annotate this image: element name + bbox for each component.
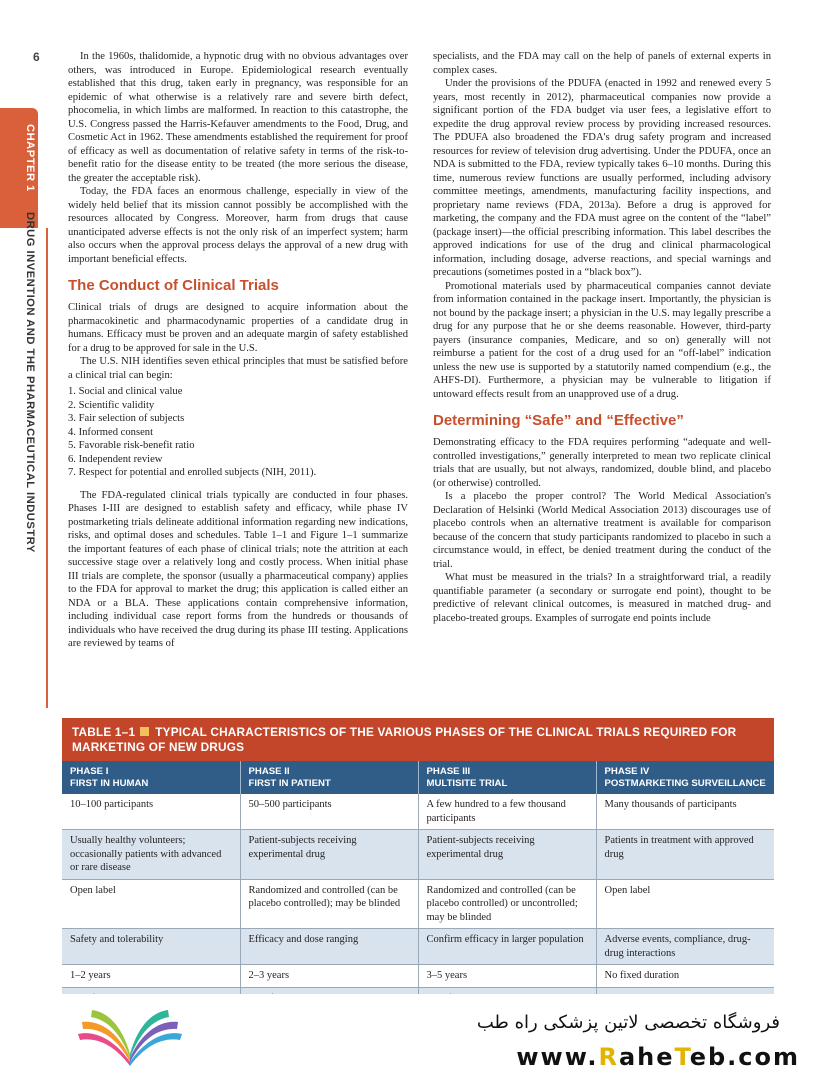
principles-list <box>68 385 408 480</box>
table-row <box>62 965 774 988</box>
table-cell: Efficacy and dose ranging <box>240 929 418 965</box>
table-header-cell: PHASE I FIRST IN HUMAN <box>62 761 240 794</box>
table-title <box>62 718 774 761</box>
table-label: TABLE 1–1 <box>72 725 136 739</box>
table-cell: Confirm efficacy in larger population <box>418 929 596 965</box>
table-cell: 10–100 participants <box>62 794 240 830</box>
table-cell: Many thousands of participants <box>596 794 774 830</box>
paragraph: In the 1960s, thalidomide, a hypnotic drug with no obvious advantages over others, was introduced in Europe. Epidemiological research eventually established that this drug, taken early in pregnancy, was responsible for an epidemic of what otherwise is a relatively rare and severe birth defect, phocomelia, in which limbs are malformed. In reaction to this catastrophe, the U.S. Congress passed the Harris-Kefauver amendments to the Food, Drug, and Cosmetic Act in 1962. These amendments established the requirement for proof of efficacy as well as documentation of relative safety in terms of the risk-to-benefit ratio for the disease entity to be treated (the more serious the disease, the greater the acceptable risk). <box>68 51 408 184</box>
table-row <box>62 879 774 929</box>
list-item: 1. Social and clinical value <box>68 386 183 397</box>
page-number: 6 <box>33 50 40 64</box>
section-heading: Determining “Safe” and “Effective” <box>433 412 684 429</box>
table-body <box>62 761 774 1010</box>
paragraph: specialists, and the FDA may call on the help of panels of external experts in complex cases. <box>433 51 771 76</box>
table-row <box>62 830 774 880</box>
paragraph: Promotional materials used by pharmaceutical companies cannot deviate from information contained in the package insert. Importantly, the physician is not bound by the package insert; a physician in the U.S. may legally prescribe a drug for any purpose that he or she deems reasonable. However, third-party payers (insurance companies, Medicare, and so on) generally will not reimburse a patient for the cost of a drug used for an “off-label” indication unless the new use is supported by a statutorily named compendium (e.g., the AHFS-DI). Furthermore, a physician may be vulnerable to litigation if untoward effects result from an unapproved use of a drug. <box>433 280 771 400</box>
chapter-title: DRUG INVENTION AND THE PHARMACEUTICAL INDUSTRY <box>24 211 36 553</box>
table-cell: Safety and tolerability <box>62 929 240 965</box>
table-caption: TYPICAL CHARACTERISTICS OF THE VARIOUS PHASES OF THE CLINICAL TRIALS REQUIRED FOR MARKETING OF NEW DRUGS <box>72 725 737 754</box>
list-item: 5. Favorable risk-benefit ratio <box>68 440 195 451</box>
paragraph: Demonstrating efficacy to the FDA requires performing “adequate and well-controlled investigations,” generally interpreted to mean two replicate clinical trials that are usually, but not always, randomized, double blind, and placebo (or otherwise) controlled. <box>433 437 771 489</box>
table-cell: Patients in treatment with approved drug <box>596 830 774 880</box>
watermark-url: www.RaheTeb.com <box>516 1043 800 1071</box>
book-logo-icon <box>70 1000 190 1075</box>
paragraph: Today, the FDA faces an enormous challenge, especially in view of the widely held belief that its mission cannot possibly be accomplished with the resources allocated by Congress. Moreover, harm from drugs that cause unanticipated adverse effects is not the only risk of an imperfect system; harm also occurs when the approval process delays the approval of a new drug with important beneficial effects. <box>68 186 408 265</box>
list-item: 2. Scientific validity <box>68 399 155 411</box>
chapter-label: CHAPTER 1 <box>24 124 36 192</box>
table-cell: Adverse events, compliance, drug-drug interactions <box>596 929 774 965</box>
table-cell: 50–500 participants <box>240 794 418 830</box>
list-item: 6. Independent review <box>68 453 163 465</box>
table-row <box>62 794 774 830</box>
paragraph: The U.S. NIH identifies seven ethical principles that must be satisfied before a clinical trial can begin: <box>68 356 408 381</box>
paragraph: The FDA-regulated clinical trials typically are conducted in four phases. Phases I-III are designed to establish safety and efficacy, while phase IV postmarketing trials delineate additional information regarding new indications, risks, and optimal doses and schedules. Table 1–1 and Figure 1–1 summarize the important features of each phase of clinical trials; note the attrition at each successive stage over a relatively long and costly process. When initial phase III trials are complete, the sponsor (usually a pharmaceutical company) applies to the FDA for approval to market the drug; this application is called either an NDA or a BLA. These applications contain comprehensive information, including individual case report forms from the hundreds or thousands of individuals who have received the drug during its phase III testing. Applications are reviewed by teams of <box>68 489 408 649</box>
chapter-tab-text <box>2 124 36 594</box>
table-cell: Open label <box>62 879 240 929</box>
table-header-cell: PHASE II FIRST IN PATIENT <box>240 761 418 794</box>
table-cell: No fixed duration <box>596 965 774 988</box>
watermark-shop-name: فروشگاه تخصصی لاتین پزشکی راه طب <box>476 1012 780 1033</box>
paragraph: Under the provisions of the PDUFA (enacted in 1992 and renewed every 5 years, most recently in 2012), pharmaceutical companies now provide a significant portion of the FDA budget via user fees, a legislative effort to expedite the drug approval review process by providing increased resources. The PDUFA also broadened the FDA's drug safety program and increased resources for review of television drug advertising. Under the PDUFA, once an NDA is submitted to the FDA, review typically takes 6–10 months. During this time, numerous review functions are usually performed, including advisory committee meetings, amendments, manufacturing facility inspections, and proprietary name reviews (FDA, 2013a). Before a drug is approved for marketing, the company and the FDA must agree on the content of the “label” (package insert)—the official prescribing information. This label describes the approved indications for use of the drug and clinical pharmacological information, including dosage, adverse reactions, and special warnings and precautions (sometimes posted in a “black box”). <box>433 78 771 278</box>
list-item: 3. Fair selection of subjects <box>68 413 185 424</box>
list-item: 7. Respect for potential and enrolled subjects (NIH, 2011). <box>68 467 317 478</box>
table-header-row <box>62 761 774 794</box>
chapter-tab-rule <box>46 228 48 708</box>
table-cell: Open label <box>596 879 774 929</box>
phases-table <box>62 718 774 1010</box>
table-row <box>62 929 774 965</box>
square-bullet-icon <box>140 727 149 736</box>
paragraph: What must be measured in the trials? In a straightforward trial, a readily quantifiable parameter (a secondary or surrogate end point), thought to be predictive of relevant clinical outcomes, is measured in matched drug- and placebo-treated groups. Examples of surrogate end points include <box>433 572 771 624</box>
table-cell: Patient-subjects receiving experimental drug <box>240 830 418 880</box>
table-header-cell: PHASE IV POSTMARKETING SURVEILLANCE <box>596 761 774 794</box>
section-heading: The Conduct of Clinical Trials <box>68 277 279 294</box>
table-cell: 3–5 years <box>418 965 596 988</box>
right-column <box>433 50 771 625</box>
table-header-cell: PHASE III MULTISITE TRIAL <box>418 761 596 794</box>
left-column <box>68 50 408 651</box>
paragraph: Is a placebo the proper control? The World Medical Association's Declaration of Helsinki (World Medical Association 2013) discourages use of placebo controls when an alternative treatment is available for comparison because of the concern that study participants randomized to placebo in such a circumstance would, in effect, be denied treatment during the conduct of the trial. <box>433 491 771 570</box>
table-cell: Usually healthy volunteers; occasionally patients with advanced or rare disease <box>62 830 240 880</box>
table-cell: A few hundred to a few thousand participants <box>418 794 596 830</box>
table-cell: Randomized and controlled (can be placebo controlled); may be blinded <box>240 879 418 929</box>
table-cell: 1–2 years <box>62 965 240 988</box>
table-cell: 2–3 years <box>240 965 418 988</box>
table-cell: Patient-subjects receiving experimental drug <box>418 830 596 880</box>
paragraph: Clinical trials of drugs are designed to acquire information about the pharmacokinetic and pharmacodynamic properties of a candidate drug in humans. Efficacy must be proven and an adequate margin of safety established for a drug to be approved for sale in the U.S. <box>68 302 408 354</box>
chapter-tab <box>0 108 48 608</box>
table-cell: Randomized and controlled (can be placebo controlled) or uncontrolled; may be blinded <box>418 879 596 929</box>
list-item: 4. Informed consent <box>68 426 154 438</box>
